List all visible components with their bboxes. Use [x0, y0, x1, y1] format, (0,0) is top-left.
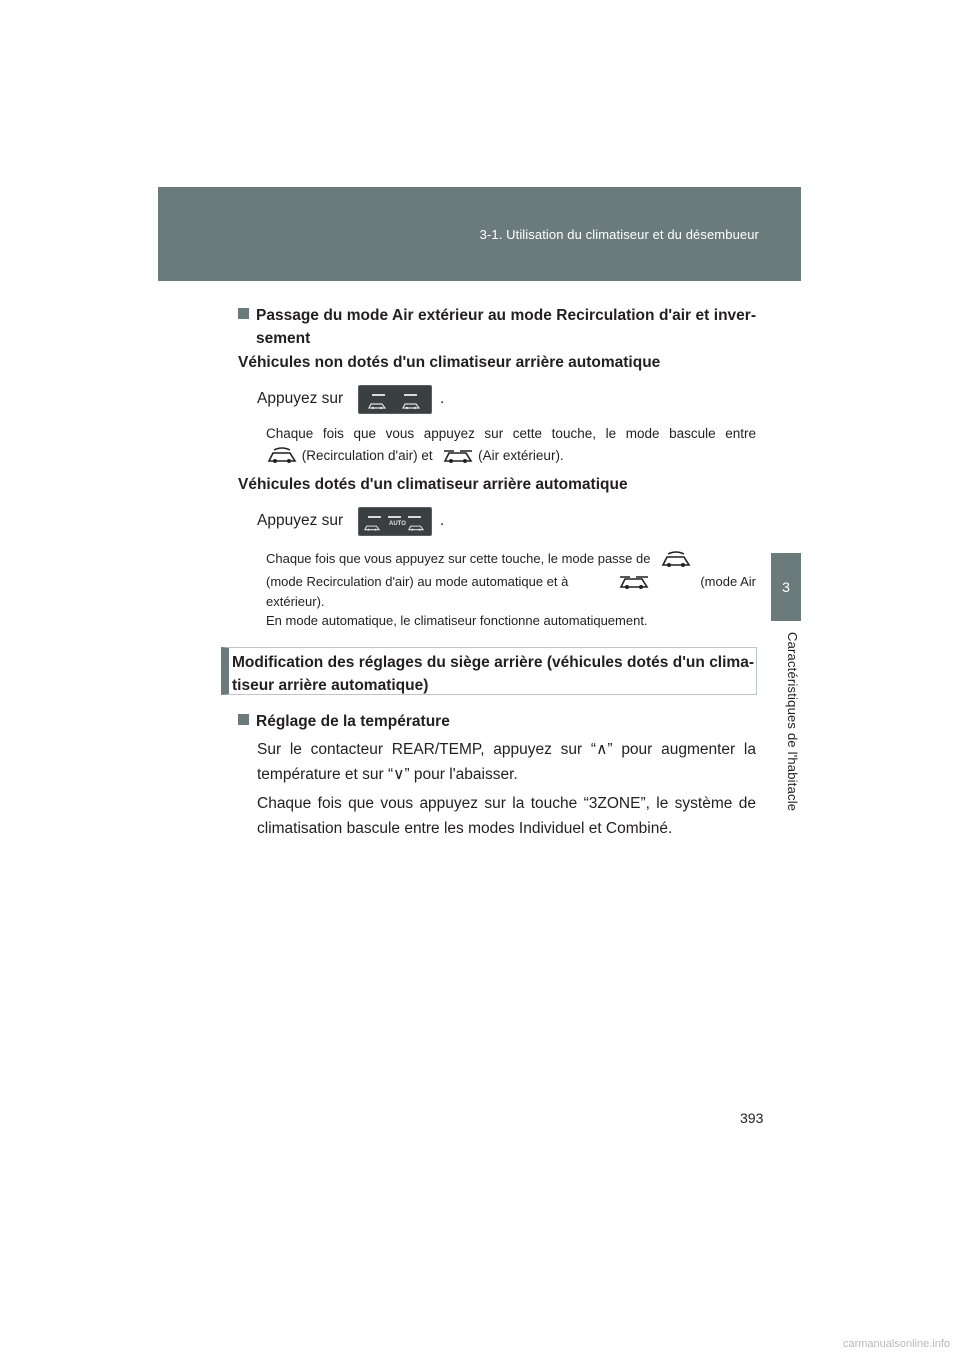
auto-recirc-button-image [358, 507, 432, 536]
bullet-square-icon [238, 714, 249, 725]
outside-air-icon [442, 447, 474, 465]
temp-heading: Réglage de la température [238, 713, 450, 731]
note2-line1: Chaque fois que vous appuyez sur cette touche, le mode passe de [266, 550, 756, 569]
auto-heading: Véhicules dotés d'un climatiseur arrière automatique [238, 476, 628, 493]
car-outside-icon [408, 523, 424, 531]
recirc-mode-icon [266, 447, 298, 465]
note2-line2: (mode Recirculation d'air) au mode automatique et à (mode Air [266, 574, 756, 589]
chapter-tab-number: 3 [771, 553, 801, 621]
footer-url[interactable]: carmanualsonline.info [842, 1338, 950, 1350]
recirc-button-image [358, 385, 432, 414]
press-label-2: Appuyez sur [257, 512, 344, 529]
temp-para2: Chaque fois que vous appuyez sur la touche “3ZONE”, le système de climatisation bascule entre les modes Individuel et Combiné. [257, 795, 756, 837]
car-outside-icon [402, 401, 420, 409]
press-label-1: Appuyez sur [257, 390, 344, 407]
outside-air-icon [618, 573, 650, 591]
header-band [158, 187, 801, 281]
recirc-heading: Passage du mode Air extérieur au mode Recirculation d'air et inver- sement [238, 304, 756, 350]
note2-line3: extérieur). [266, 594, 325, 609]
recirc-mode-icon [660, 551, 692, 569]
car-recirc-icon [368, 401, 386, 409]
chapter-tab-label: Caractéristiques de l'habitacle [785, 632, 800, 812]
section-title: 3-1. Utilisation du climatiseur et du désembueur [479, 227, 759, 242]
temp-para1: Sur le contacteur REAR/TEMP, appuyez sur “∧” pour augmenter la température et sur “∨” pour l'abaisser. [257, 741, 756, 783]
car-recirc-icon [364, 523, 380, 531]
note1-line1: Chaque fois que vous appuyez sur cette touche, le mode bascule entre [266, 426, 756, 441]
auto-label: AUTO [389, 521, 406, 527]
bullet-square-icon [238, 308, 249, 319]
section-heading: Modification des réglages du siège arrière (véhicules dotés d'un clima- tiseur arrière automatique) [232, 654, 754, 694]
note1-line2: (Recirculation d'air) et (Air extérieur). [266, 446, 564, 466]
page-number: 393 [740, 1110, 764, 1126]
note2-line4: En mode automatique, le climatiseur fonctionne automatiquement. [266, 613, 648, 628]
no-auto-heading: Véhicules non dotés d'un climatiseur arrière automatique [238, 354, 661, 371]
